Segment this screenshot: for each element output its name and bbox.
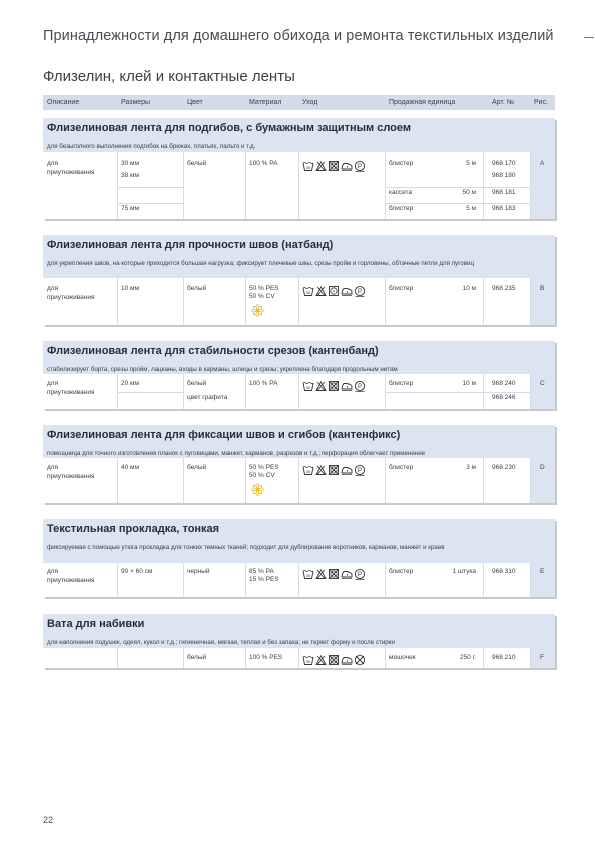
product-description: помощница для точного изготовления планок с пуговицами, манжет, карманов, разрезов и т.д.; перфорация облегчает применение — [47, 450, 426, 457]
column-divider — [183, 278, 184, 325]
svg-text:30: 30 — [305, 165, 311, 170]
unit-cell: блистер — [389, 464, 414, 471]
row-divider — [117, 392, 183, 393]
wash-30-icon — [302, 159, 314, 177]
figure-ref: C — [540, 380, 545, 387]
figure-ref: A — [540, 160, 545, 167]
wash-30-icon — [302, 653, 314, 671]
dry-clean-p-icon — [354, 159, 366, 177]
svg-text:30: 30 — [305, 659, 311, 664]
column-divider — [298, 648, 299, 668]
quantity-cell: 10 м — [462, 380, 476, 387]
product-description: для наполнения подушек, одеял, кукол и т.д.; гигиеничная, мягкая, теплая и без запаха; не теряет форму и после стирки — [47, 639, 395, 646]
color-cell: белый — [187, 160, 207, 167]
svg-text:30: 30 — [305, 573, 311, 578]
care-symbols — [302, 653, 366, 671]
column-header-row — [43, 95, 555, 110]
unit-cell: мешочек — [389, 654, 416, 661]
column-header-fig: Рис. — [534, 99, 549, 106]
care-symbols — [302, 463, 366, 481]
color-cell: белый — [187, 654, 207, 661]
usage-label: для приутюживания — [47, 160, 95, 176]
column-divider — [298, 374, 299, 409]
column-divider — [530, 648, 531, 668]
column-divider — [245, 648, 246, 668]
column-divider — [183, 458, 184, 503]
product-title: Вата для набивки — [47, 618, 145, 630]
figure-ref: F — [540, 654, 544, 661]
color-cell: черный — [187, 568, 210, 575]
iron-low-icon — [341, 284, 353, 302]
column-header-material: Материал — [249, 99, 282, 106]
unit-cell: блистер — [389, 205, 414, 212]
quantity-cell: 5 м — [466, 160, 476, 167]
color-cell: белый — [187, 285, 207, 292]
column-divider — [530, 458, 531, 503]
column-divider — [483, 563, 484, 597]
column-divider — [117, 648, 118, 668]
dry-clean-p-icon — [354, 379, 366, 397]
no-bleach-icon — [315, 159, 327, 177]
row-divider — [385, 187, 531, 188]
quantity-cell: 250 г. — [459, 654, 476, 661]
row-divider — [385, 203, 531, 204]
column-divider — [245, 458, 246, 503]
quantity-cell: 3 м — [466, 464, 476, 471]
dry-clean-p-icon — [354, 284, 366, 302]
dry-clean-p-icon — [354, 463, 366, 481]
column-header-color: Цвет — [187, 99, 203, 106]
svg-text:P: P — [357, 289, 363, 296]
iron-low-icon — [341, 379, 353, 397]
row-divider — [117, 203, 183, 204]
column-divider — [483, 152, 484, 219]
column-divider — [385, 278, 386, 325]
column-header-sizes: Размеры — [121, 99, 151, 106]
svg-text:P: P — [357, 164, 363, 171]
article-number: 968 240 — [492, 380, 516, 387]
figure-ref: D — [540, 464, 545, 471]
material: 50 % PES — [249, 464, 279, 471]
quantity-cell: 50 м — [462, 189, 476, 196]
product-block — [43, 341, 555, 409]
dry-clean-p-icon — [354, 567, 366, 585]
material-secondary: 15 % PES — [249, 576, 279, 583]
wash-30-icon — [302, 284, 314, 302]
product-block — [43, 614, 555, 668]
column-divider — [245, 278, 246, 325]
column-divider — [183, 374, 184, 409]
material: 100 % PA — [249, 160, 278, 167]
size-cell: 20 мм — [121, 380, 139, 387]
svg-text:30: 30 — [305, 385, 311, 390]
no-tumble-dry-icon — [328, 159, 340, 177]
svg-text:30: 30 — [305, 290, 311, 295]
column-divider — [245, 563, 246, 597]
column-divider — [298, 458, 299, 503]
iron-low-icon — [341, 567, 353, 585]
unit-cell: блистер — [389, 380, 414, 387]
care-symbols — [302, 567, 366, 585]
no-tumble-dry-icon — [328, 379, 340, 397]
column-divider — [385, 152, 386, 219]
quantity-cell: 1 штука — [452, 568, 476, 575]
material: 100 % PES — [249, 654, 283, 661]
column-divider — [117, 563, 118, 597]
column-divider — [483, 648, 484, 668]
iron-low-icon — [341, 159, 353, 177]
iron-low-icon — [341, 463, 353, 481]
unit-cell: кассета — [389, 189, 413, 196]
product-title: Флизелиновая лента для стабильности срезов (кантенбанд) — [47, 345, 379, 357]
product-block — [43, 519, 555, 597]
article-number: 968 210 — [492, 654, 516, 661]
column-header-description: Описание — [47, 99, 80, 106]
article-number: 968 180 — [492, 172, 516, 179]
product-block — [43, 425, 555, 503]
usage-label: для приутюживания — [47, 464, 95, 480]
page-header — [43, 28, 595, 50]
column-divider — [183, 648, 184, 668]
column-divider — [183, 563, 184, 597]
column-divider — [298, 152, 299, 219]
column-divider — [530, 152, 531, 219]
article-number: 968 235 — [492, 285, 516, 292]
article-number: 968 230 — [492, 464, 516, 471]
no-dry-clean-icon — [354, 653, 366, 671]
size-cell: 10 мм — [121, 285, 139, 292]
product-description: для безыголного выполнения подгибок на брюках, платьях, пальто и т.д. — [47, 143, 256, 150]
column-divider — [385, 648, 386, 668]
unit-cell: блистер — [389, 160, 414, 167]
column-header-art: Арт. № — [492, 99, 515, 106]
quantity-cell: 10 м — [462, 285, 476, 292]
row-divider — [117, 187, 183, 188]
usage-label: для приутюживания — [47, 285, 95, 301]
page-header-title: Принадлежности для домашнего обихода и ремонта текстильных изделий — [43, 28, 554, 44]
column-divider — [385, 458, 386, 503]
care-symbols — [302, 284, 366, 302]
column-header-care: Уход — [302, 99, 318, 106]
oeko-flower-icon — [251, 483, 264, 496]
column-divider — [117, 458, 118, 503]
tumble-dry-icon — [328, 284, 340, 302]
figure-ref: E — [540, 568, 545, 575]
column-divider — [483, 278, 484, 325]
column-divider — [530, 563, 531, 597]
product-block — [43, 118, 555, 219]
column-divider — [483, 458, 484, 503]
column-header-unit: Продажная единица — [389, 99, 456, 106]
usage-label: для приутюживания — [47, 380, 95, 396]
article-number: 968 310 — [492, 568, 516, 575]
care-symbols — [302, 379, 366, 397]
no-tumble-dry-icon — [328, 653, 340, 671]
column-divider — [298, 563, 299, 597]
no-tumble-dry-icon — [328, 567, 340, 585]
color-cell: белый — [187, 464, 207, 471]
column-divider — [245, 152, 246, 219]
quantity-cell: 5 м — [466, 205, 476, 212]
material: 50 % PES — [249, 285, 279, 292]
article-number: 968 181 — [492, 189, 516, 196]
no-bleach-icon — [315, 567, 327, 585]
size-cell: 38 мм — [121, 172, 139, 179]
size-cell: 75 мм — [121, 205, 139, 212]
product-title: Флизелиновая лента для фиксации швов и сгибов (кантенфикс) — [47, 429, 401, 441]
usage-label: для приутюживания — [47, 568, 95, 584]
column-divider — [117, 152, 118, 219]
no-tumble-dry-icon — [328, 463, 340, 481]
row-divider — [385, 392, 531, 393]
no-bleach-icon — [315, 463, 327, 481]
wash-30-icon — [302, 567, 314, 585]
unit-cell: блистер — [389, 285, 414, 292]
size-cell: 30 мм — [121, 160, 139, 167]
no-bleach-icon — [315, 653, 327, 671]
size-cell: 40 мм — [121, 464, 139, 471]
article-number: 968 246 — [492, 394, 516, 401]
no-bleach-icon — [315, 284, 327, 302]
article-number: 968 170 — [492, 160, 516, 167]
product-title: Флизелиновая лента для прочности швов (натбанд) — [47, 239, 334, 251]
product-description: стабилизирует борта, срезы пройм, лацканы, входы в карманы, шлицы и срезы; укреплена благодаря продольным нитям — [47, 366, 398, 373]
header-dash — [584, 37, 594, 38]
figure-ref: B — [540, 285, 545, 292]
color-cell: цвет графита — [187, 394, 228, 401]
size-cell: 90 × 60 см — [121, 568, 153, 575]
section-title: Флизелин, клей и контактные ленты — [43, 68, 295, 85]
unit-cell: блистер — [389, 568, 414, 575]
material: 85 % PA — [249, 568, 274, 575]
column-divider — [117, 278, 118, 325]
product-block — [43, 235, 555, 325]
column-divider — [245, 374, 246, 409]
no-bleach-icon — [315, 379, 327, 397]
product-title: Флизелиновая лента для подгибов, с бумажным защитным слоем — [47, 122, 411, 134]
iron-low-icon — [341, 653, 353, 671]
oeko-flower-icon — [251, 304, 264, 317]
color-cell: белый — [187, 380, 207, 387]
svg-text:30: 30 — [305, 469, 311, 474]
svg-text:P: P — [357, 468, 363, 475]
article-number: 968 183 — [492, 205, 516, 212]
material-secondary: 50 % CV — [249, 472, 275, 479]
column-divider — [183, 152, 184, 219]
svg-text:P: P — [357, 384, 363, 391]
product-title: Текстильная прокладка, тонкая — [47, 523, 220, 535]
wash-30-icon — [302, 379, 314, 397]
page-number: 22 — [43, 815, 54, 825]
product-description: для укрепления швов, на которые приходится большая нагрузка; фиксирует плечевые швы, срезы пройм и горловины, обтачные петли для пуговиц — [47, 260, 474, 267]
column-divider — [385, 563, 386, 597]
care-symbols — [302, 159, 366, 177]
svg-text:P: P — [357, 572, 363, 579]
material: 100 % PA — [249, 380, 278, 387]
product-description: фиксируемая с помощью утюга прокладка для тонких темных тканей; подходит для дублирования воротников, карманов, манжет и краев — [47, 544, 445, 551]
wash-30-icon — [302, 463, 314, 481]
material-secondary: 50 % CV — [249, 293, 275, 300]
column-divider — [298, 278, 299, 325]
column-divider — [530, 278, 531, 325]
